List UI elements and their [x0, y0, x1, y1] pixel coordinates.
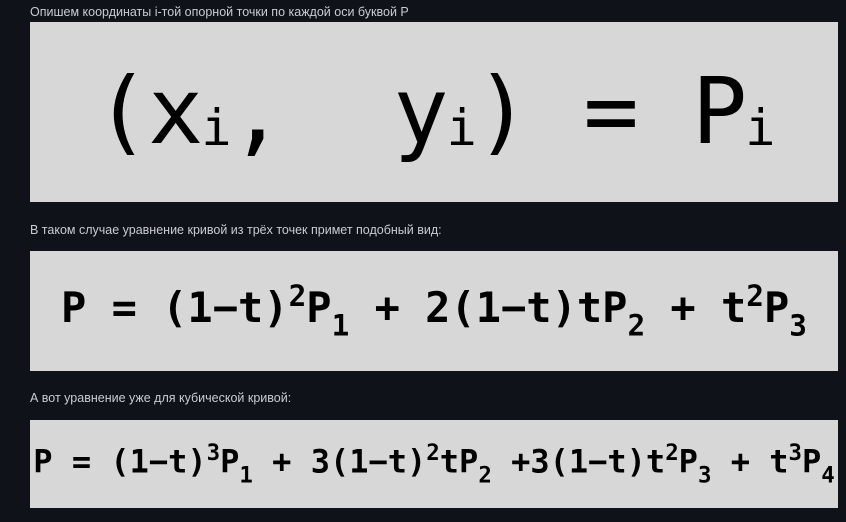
quad-term-b: P [306, 282, 332, 332]
formula-cubic [33, 439, 835, 488]
quad-sup-a: 2 [288, 278, 307, 313]
formula-y-subscript: i [446, 99, 475, 157]
formula-p-subscript: i [745, 99, 774, 157]
formula-quadratic [61, 278, 807, 342]
cubic-sup-g: 3 [788, 439, 802, 466]
cubic-term-h: P [801, 441, 822, 480]
formula-point-image [30, 22, 838, 202]
quad-term-d: + t [645, 282, 747, 332]
caption-control-point: Опишем координаты i-той опорной точки по каждой оси буквой P [30, 5, 409, 19]
quad-term-a: P = (1−t) [61, 282, 289, 332]
quad-sub-b: 1 [331, 307, 350, 342]
cubic-term-a: P = (1−t) [33, 441, 207, 480]
cubic-term-c: + 3(1−t) [252, 441, 427, 480]
cubic-sub-f: 3 [697, 461, 712, 488]
formula-x: x [147, 58, 202, 165]
cubic-term-e: +3(1−t)t [491, 441, 666, 480]
cubic-sub-d: 2 [478, 461, 492, 488]
cubic-term-d: tP [439, 441, 479, 480]
formula-x-subscript: i [201, 99, 230, 157]
formula-close-paren: ) [474, 58, 529, 165]
formula-p: P [691, 58, 746, 165]
quad-sub-c: 2 [627, 307, 646, 342]
formula-cubic-image [30, 420, 838, 508]
cubic-term-f: P [678, 441, 698, 480]
cubic-sup-c: 2 [426, 439, 440, 466]
quad-term-c: + 2(1−t)tP [349, 282, 628, 332]
cubic-term-b: P [220, 441, 240, 480]
formula-comma: , [229, 58, 283, 165]
cubic-sub-b: 1 [239, 461, 253, 488]
quad-term-e: P [764, 282, 790, 332]
cubic-sup-e: 2 [665, 439, 679, 466]
formula-open-paren: ( [94, 58, 148, 165]
cubic-sub-h: 4 [821, 461, 835, 488]
formula-quadratic-image [30, 251, 838, 371]
formula-y: y [393, 58, 447, 165]
cubic-sup-a: 3 [206, 439, 221, 466]
quad-sub-e: 3 [789, 307, 807, 342]
formula-point [94, 58, 774, 165]
cubic-term-g: + t [711, 441, 789, 480]
formula-equals: = [583, 58, 637, 165]
caption-cubic: А вот уравнение уже для кубической кривой: [30, 391, 292, 405]
quad-sup-d: 2 [746, 278, 764, 313]
caption-quadratic: В таком случае уравнение кривой из трёх точек примет подобный вид: [30, 223, 442, 237]
